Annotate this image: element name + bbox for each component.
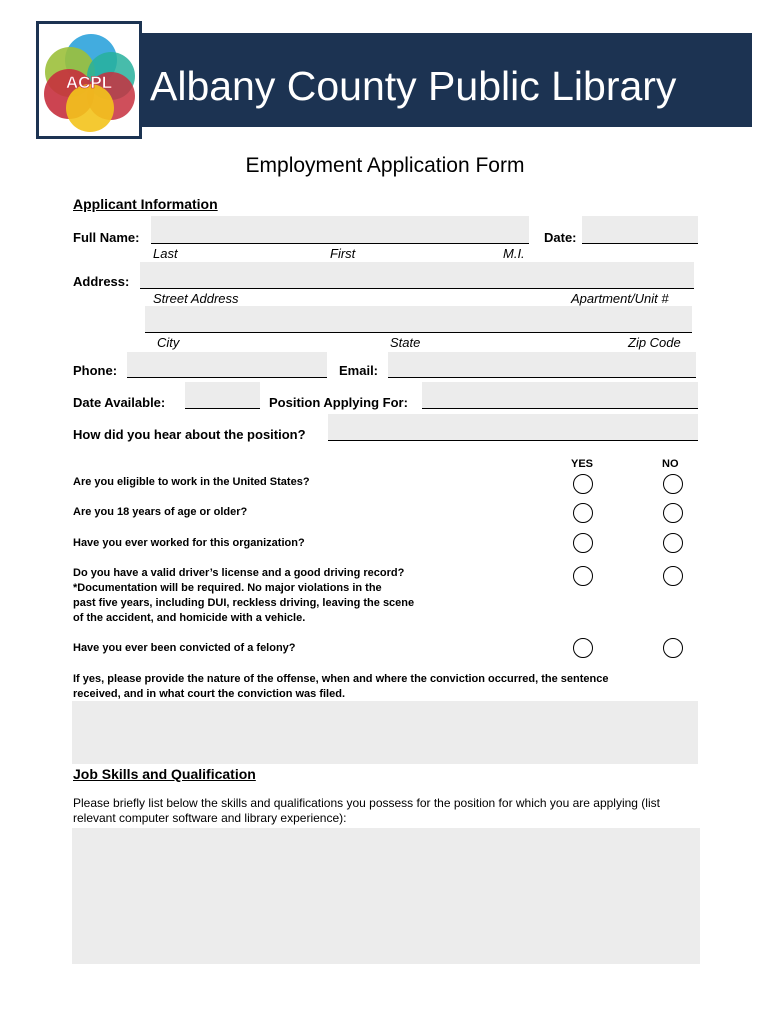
applicant-section-title: Applicant Information [73, 196, 218, 212]
no-column-header: NO [662, 458, 679, 470]
felony-detail-prompt-1: If yes, please provide the nature of the offense, when and where the conviction occurred, the sentence [73, 673, 609, 685]
question-felony: Have you ever been convicted of a felony? [73, 642, 296, 654]
full-name-label: Full Name: [73, 230, 140, 245]
age-yes-radio[interactable] [573, 503, 593, 523]
skills-prompt-2: relevant computer software and library experience): [73, 811, 347, 825]
worked-before-no-radio[interactable] [663, 533, 683, 553]
phone-field[interactable] [127, 352, 327, 378]
felony-yes-radio[interactable] [573, 638, 593, 658]
acpl-logo-icon [43, 30, 135, 134]
skills-section-title: Job Skills and Qualification [73, 766, 256, 782]
felony-detail-prompt-2: received, and in what court the conviction was filed. [73, 688, 346, 700]
address-label: Address: [73, 274, 130, 289]
position-label: Position Applying For: [269, 395, 408, 410]
question-eligible: Are you eligible to work in the United States? [73, 476, 310, 488]
date-field[interactable] [582, 216, 698, 244]
license-no-radio[interactable] [663, 566, 683, 586]
svg-text:ACPL: ACPL [65, 73, 113, 92]
eligible-yes-radio[interactable] [573, 474, 593, 494]
city-caption: City [157, 335, 180, 350]
worked-before-yes-radio[interactable] [573, 533, 593, 553]
street-address-caption: Street Address [153, 291, 239, 306]
age-no-radio[interactable] [663, 503, 683, 523]
question-drivers-license-note-3: of the accident, and homicide with a vehicle. [73, 612, 306, 624]
yes-column-header: YES [571, 458, 594, 470]
date-available-field[interactable] [185, 382, 260, 409]
felony-detail-textarea[interactable] [72, 701, 698, 764]
logo [36, 21, 142, 139]
phone-label: Phone: [73, 363, 118, 378]
license-yes-radio[interactable] [573, 566, 593, 586]
hear-about-field[interactable] [328, 414, 698, 441]
question-drivers-license-note-2: past five years, including DUI, reckless driving, leaving the scene [73, 597, 415, 609]
email-label: Email: [339, 363, 379, 378]
street-address-field[interactable] [140, 262, 694, 289]
last-name-caption: Last [153, 246, 178, 261]
question-worked-before: Have you ever worked for this organization? [73, 537, 305, 549]
skills-textarea[interactable] [72, 828, 700, 964]
position-field[interactable] [422, 382, 698, 409]
question-drivers-license-note-1: *Documentation will be required. No major violations in the [73, 582, 382, 594]
form-title: Employment Application Form [245, 154, 525, 177]
question-age: Are you 18 years of age or older? [73, 506, 248, 518]
skills-prompt-1: Please briefly list below the skills and qualifications you possess for the position for which you are applying (list [73, 796, 660, 810]
date-label: Date: [544, 230, 577, 245]
felony-no-radio[interactable] [663, 638, 683, 658]
apartment-caption: Apartment/Unit # [571, 291, 669, 306]
full-name-field[interactable] [151, 216, 529, 244]
library-title: Albany County Public Library [150, 63, 677, 109]
city-state-zip-field[interactable] [145, 306, 692, 333]
email-field[interactable] [388, 352, 696, 378]
eligible-no-radio[interactable] [663, 474, 683, 494]
middle-initial-caption: M.I. [503, 246, 525, 261]
zip-caption: Zip Code [628, 335, 681, 350]
question-drivers-license: Do you have a valid driver’s license and a good driving record? [73, 567, 405, 579]
date-available-label: Date Available: [73, 395, 166, 410]
hear-about-label: How did you hear about the position? [73, 427, 306, 442]
state-caption: State [390, 335, 421, 350]
first-name-caption: First [330, 246, 356, 261]
